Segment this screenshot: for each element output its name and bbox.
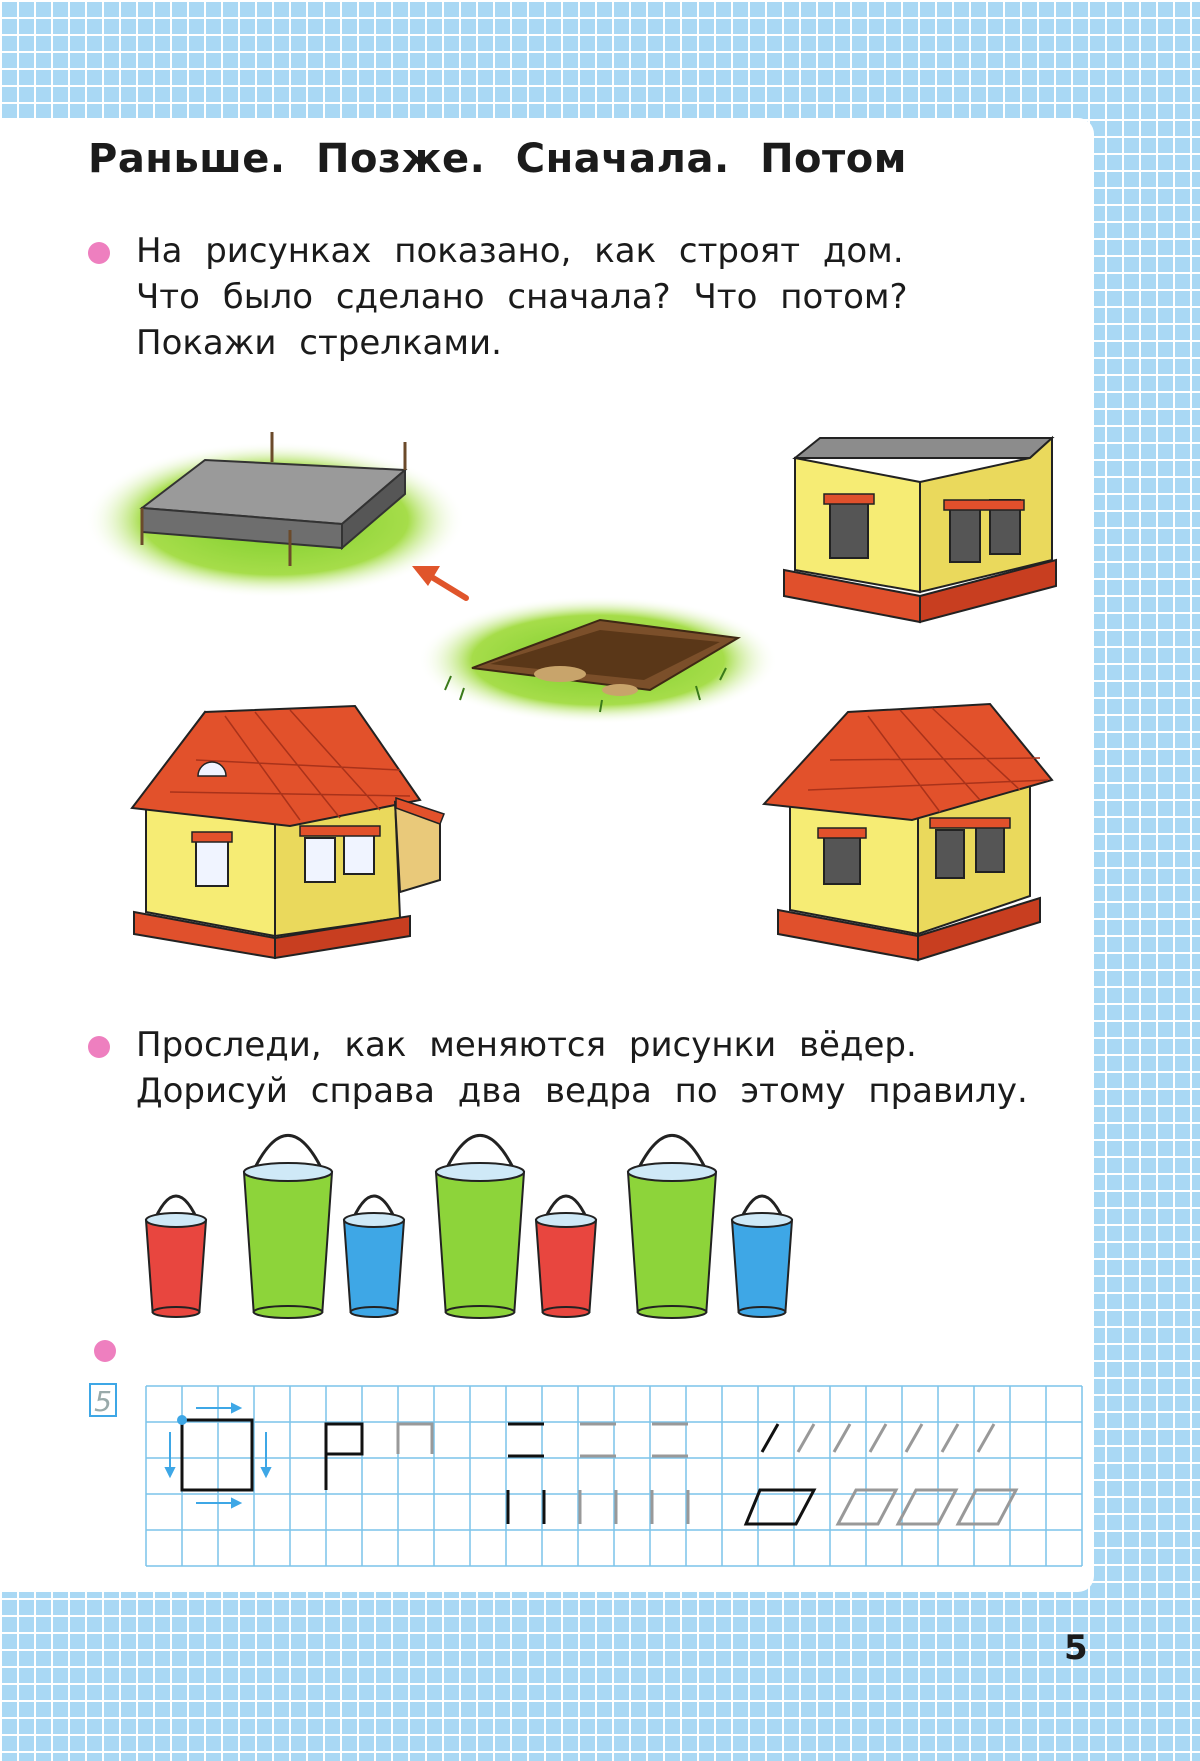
dug-pit-illustration [418, 596, 778, 724]
pattern-strokes [326, 1424, 1016, 1524]
task2-line-1: Проследи, как меняются рисунки вёдер. [136, 1025, 917, 1065]
bucket-large-4 [436, 1135, 524, 1318]
bucket-large-2 [244, 1135, 332, 1318]
buckets-row [146, 1135, 792, 1318]
foundation-slab-illustration [85, 432, 465, 598]
task2-line-2: Дорисуй справа два ведра по этому правилу. [136, 1071, 1028, 1111]
house-with-roof-illustration [764, 704, 1052, 960]
bucket-small-3 [344, 1196, 404, 1317]
bucket-small-5 [536, 1196, 596, 1317]
bucket-small-7 [732, 1196, 792, 1317]
task1-line-3: Покажи стрелками. [136, 323, 502, 363]
page-number: 5 [1064, 1628, 1088, 1668]
bucket-small-1 [146, 1196, 206, 1317]
bucket-large-6 [628, 1135, 716, 1318]
exercise-number: 5 [94, 1385, 112, 1418]
sample-square [182, 1420, 252, 1490]
writing-grid [90, 1384, 1082, 1566]
task1-line-2: Что было сделано сначала? Что потом? [136, 277, 908, 317]
house-with-porch-illustration [132, 706, 444, 958]
red-arrow-icon [412, 566, 466, 598]
task1-line-1: На рисунках показано, как строят дом. [136, 231, 904, 271]
house-walls-illustration [784, 438, 1056, 622]
page-title: Раньше. Позже. Сначала. Потом [88, 136, 907, 182]
